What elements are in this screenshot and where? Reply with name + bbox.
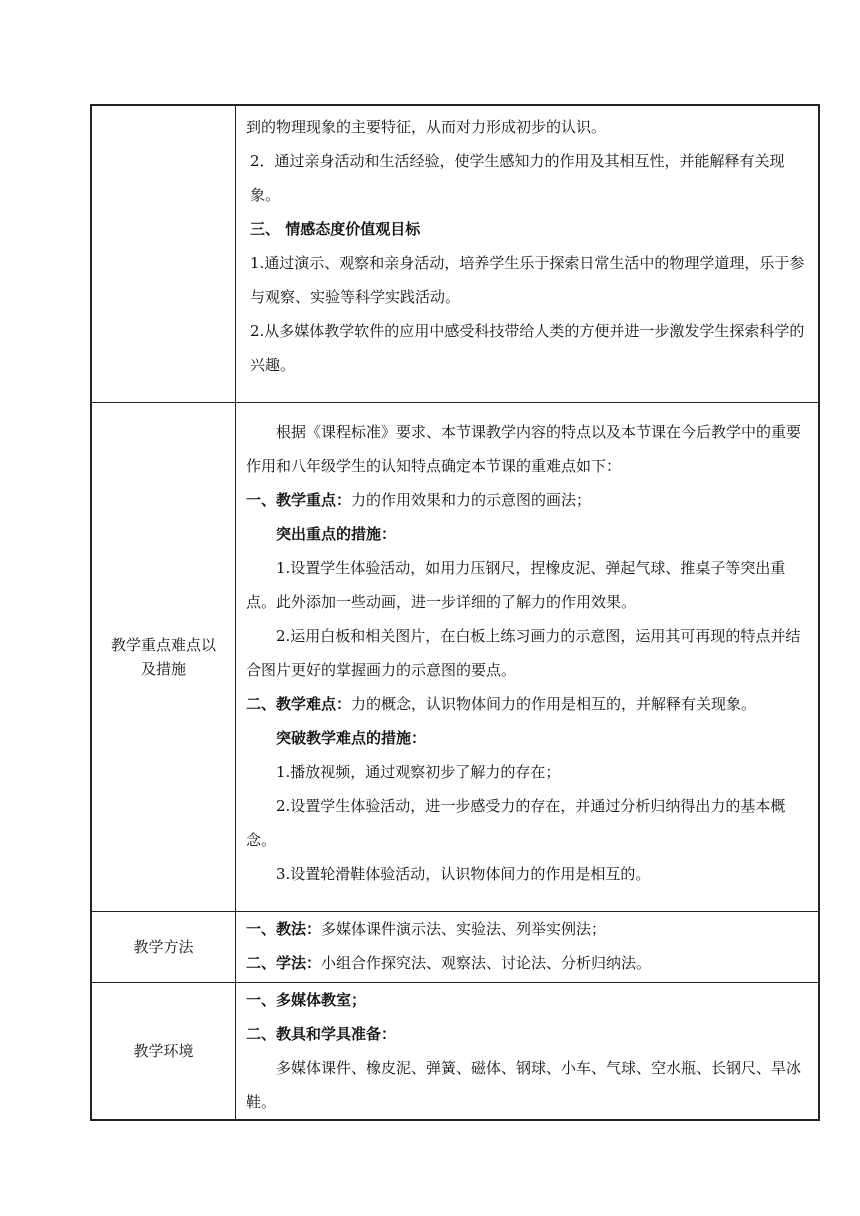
- row-label-goals: [91, 105, 236, 403]
- row-label-environment: [91, 983, 236, 1121]
- difficulty-heading: 二、教学难点：: [246, 695, 352, 713]
- key-points-intro: 根据《课程标准》要求、本节课教学内容的特点以及本节课在今后教学中的重要作用和八年级学生的认知特点确定本节课的重难点如下：: [246, 423, 802, 475]
- focus-text: 力的作用效果和力的示意图的画法；: [351, 491, 592, 509]
- table-row-methods: [91, 912, 819, 983]
- environment-content: [236, 983, 820, 1121]
- row-label-methods: [91, 912, 236, 983]
- emotion-goal-heading: 三、 情感态度价值观目标: [250, 220, 421, 238]
- methods-label: 教学方法: [133, 938, 194, 956]
- environment-label: 教学环境: [133, 1042, 194, 1060]
- difficulty-measure-1: 1.播放视频，通过观察初步了解力的存在；: [276, 763, 561, 781]
- difficulty-measure-3: 3.设置轮滑鞋体验活动，认识物体间力的作用是相互的。: [276, 865, 651, 883]
- goals-line-5: 2.从多媒体教学软件的应用中感受科技带给人类的方便并进一步激发学生探索科学的兴趣。: [250, 322, 805, 374]
- difficulty-line: [246, 687, 810, 721]
- row-label-key-points: [91, 403, 236, 912]
- table-row-environment: [91, 983, 819, 1121]
- goals-line-4: 1.通过演示、观察和亲身活动，培养学生乐于探索日常生活中的物理学道理，乐于参与观察、实验等科学实践活动。: [250, 254, 805, 306]
- difficulty-measures-heading: 突破教学难点的措施：: [276, 729, 427, 747]
- difficulty-text: 力的概念，认识物体间力的作用是相互的，并解释有关现象。: [351, 695, 757, 713]
- room-heading: 一、多媒体教室；: [246, 991, 367, 1009]
- focus-heading: 一、教学重点：: [246, 491, 352, 509]
- learn-heading: 二、学法：: [246, 954, 322, 972]
- key-points-label: 教学重点难点以及措施: [110, 636, 216, 678]
- key-points-content: [236, 403, 820, 912]
- learn-text: 小组合作探究法、观察法、讨论法、分析归纳法。: [321, 954, 652, 972]
- difficulty-measure-2: 2.设置学生体验活动，进一步感受力的存在，并通过分析归纳得出力的基本概念。: [246, 797, 786, 849]
- tools-heading: 二、教具和学具准备：: [246, 1025, 397, 1043]
- focus-measures-heading: 突出重点的措施：: [276, 525, 397, 543]
- table-row-key-points: [91, 403, 819, 912]
- teach-heading: 一、教法：: [246, 920, 322, 938]
- goals-line-2: 2．通过亲身活动和生活经验，使学生感知力的作用及其相互性，并能解释有关现象。: [250, 152, 785, 204]
- teach-method-line: [246, 912, 810, 946]
- goals-line-1: 到的物理现象的主要特征，从而对力形成初步的认识。: [246, 118, 607, 136]
- focus-measure-2: 2.运用白板和相关图片，在白板上练习画力的示意图，运用其可再现的特点并结合图片更好的掌握画力的示意图的要点。: [246, 627, 801, 679]
- learn-method-line: [246, 946, 810, 980]
- focus-line: [246, 483, 810, 517]
- focus-measure-1: 1.设置学生体验活动，如用力压钢尺，捏橡皮泥、弹起气球、推桌子等突出重点。此外添加一些动画，进一步详细的了解力的作用效果。: [246, 559, 786, 611]
- goals-content: [236, 105, 820, 403]
- teach-text: 多媒体课件演示法、实验法、列举实例法；: [321, 920, 607, 938]
- lesson-plan-table: [90, 104, 820, 1121]
- table-row-goals: [91, 105, 819, 403]
- tools-text: 多媒体课件、橡皮泥、弹簧、磁体、钢球、小车、气球、空水瓶、长钢尺、旱冰鞋。: [246, 1059, 802, 1111]
- methods-content: [236, 912, 820, 983]
